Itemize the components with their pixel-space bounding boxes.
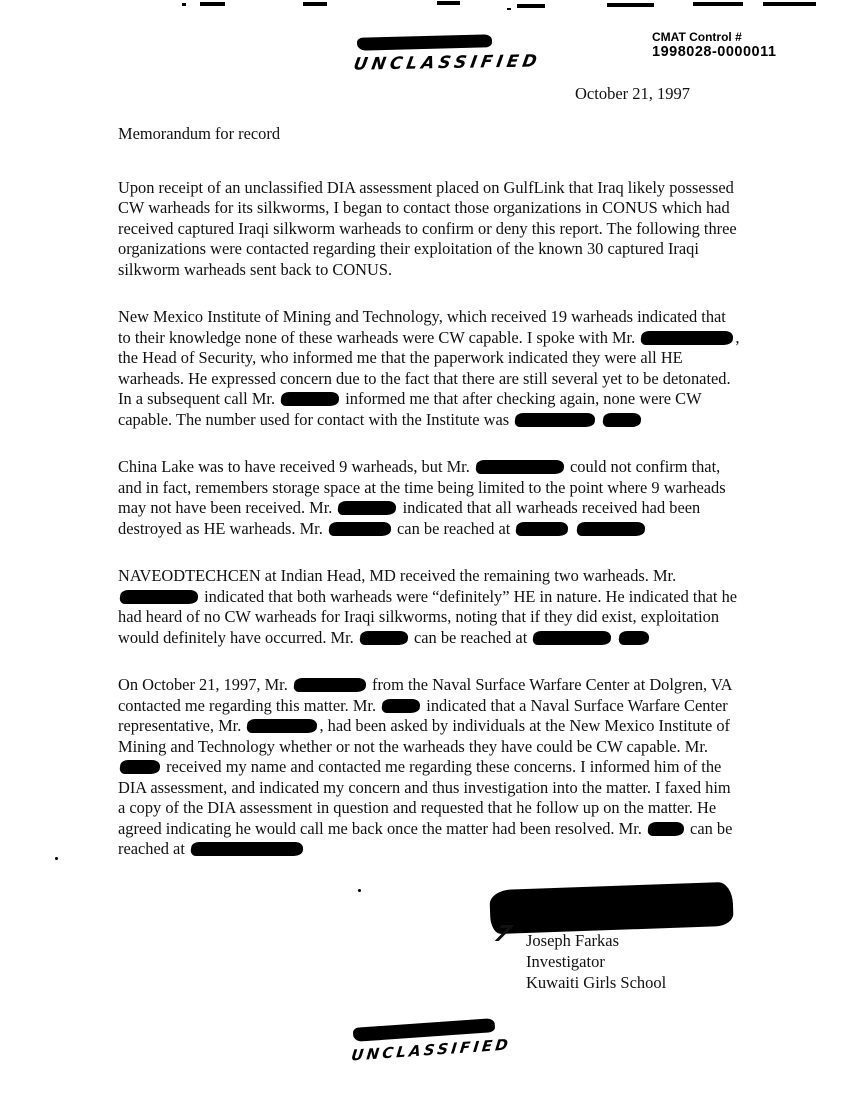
redaction-mark: [576, 522, 646, 536]
memo-paragraphs: [118, 178, 742, 860]
redaction-mark: [190, 842, 304, 856]
redaction-mark: [280, 392, 340, 406]
redacted-signature: [489, 882, 733, 934]
cmat-control-number: 1998028-0000011: [652, 44, 777, 60]
signer-name: Joseph Farkas: [526, 931, 620, 950]
signature-pen-stroke: 7: [490, 922, 515, 947]
memo-paragraph: On October 21, 1997, Mr. from the Naval Surface Warfare Center at Dolgren, VA contacted me regarding this matter. Mr. indicated that a Naval Surface Warfare Center representative, Mr. , had been asked by individuals at the New Mexico Institute of Mining and Technology whether or not the warheads they have could be CW capable. Mr. received my name and contacted me regarding these concerns. I informed him of the DIA assessment, and indicated my concern and thus investigation into the matter. I faxed him a copy of the DIA assessment in question and requested that he follow up on the matter. He agreed indicating he would call me back once the matter had been resolved. Mr. can be reached at: [118, 675, 733, 858]
redaction-mark: [618, 631, 650, 645]
redaction-mark: [515, 522, 569, 536]
memo-paragraph: NAVEODTECHCEN at Indian Head, MD received the remaining two warheads. Mr. indicated that both warheads were “definitely” HE in nature. He indicated that he had heard of no CW warheads for Iraqi silkworms, noting that if they did exist, exploitation would definitely have occurred. Mr. can be reached at: [118, 566, 738, 647]
scan-artifact-dot: [182, 3, 186, 6]
scan-artifact-dash: [200, 2, 225, 6]
memo-date: October 21, 1997: [575, 84, 691, 103]
redaction-mark: [246, 719, 318, 733]
memo-title: Memorandum for record: [118, 124, 281, 143]
scan-artifact-dot: [55, 857, 58, 860]
scan-artifact-dash: [517, 4, 545, 8]
scan-artifact-dot: [507, 8, 511, 10]
redaction-mark: [647, 822, 685, 836]
redaction-mark: [475, 460, 565, 474]
scan-artifact-dot: [358, 889, 361, 892]
signature-block: [526, 930, 666, 993]
redaction-mark: [532, 631, 612, 645]
redaction-mark: [293, 678, 367, 692]
scan-artifact-dash: [437, 1, 460, 5]
cmat-control-label: CMAT Control #: [652, 30, 742, 44]
redaction-mark: [514, 413, 596, 427]
redaction-mark: [119, 760, 161, 774]
signer-organization: Kuwaiti Girls School: [526, 973, 667, 992]
scan-artifact-dash: [763, 2, 816, 6]
redaction-mark: [337, 501, 397, 515]
memo-paragraph: Upon receipt of an unclassified DIA assessment placed on GulfLink that Iraq likely possessed CW warheads for its silkworms, I began to contact those organizations in CONUS which had received captured Iraqi silkworm warheads to confirm or deny this report. The following three organizations were contacted regarding their exploitation of the known 30 captured Iraqi silkworm warheads sent back to CONUS.: [118, 177, 737, 279]
classification-stamp-top: UNCLASSIFIED: [352, 51, 543, 75]
redaction-mark: [119, 590, 199, 604]
scan-artifact-dash: [607, 3, 654, 7]
scan-artifact-dash: [303, 2, 327, 6]
redaction-mark: [640, 331, 734, 345]
memo-paragraph: New Mexico Institute of Mining and Technology, which received 19 warheads indicated that to their knowledge none of these warheads were CW capable. I spoke with Mr. , the Head of Security, who informed me that the paperwork indicated they were all HE warheads. He expressed concern due to the fact that there are still several yet to be detonated. In a subsequent call Mr. informed me that after checking again, none were CW capable. The number used for contact with the Institute was: [118, 307, 740, 429]
redaction-mark: [328, 522, 392, 536]
memo-body: [118, 124, 742, 887]
cmat-control-block: [652, 30, 776, 60]
scan-artifact-dash: [693, 2, 743, 6]
redaction-mark: [381, 699, 421, 713]
redaction-mark: [357, 34, 492, 51]
redaction-mark: [602, 413, 642, 427]
classification-stamp-bottom: UNCLASSIFIED: [350, 1035, 512, 1065]
signer-title: Investigator: [526, 952, 605, 971]
memo-paragraph: China Lake was to have received 9 warheads, but Mr. could not confirm that, and in fact, remembers storage space at the time being limited to the point where 9 warheads may not have been received. Mr. indicated that all warheads received had been destroyed as HE warheads. Mr. can be reached at: [118, 457, 726, 538]
redaction-mark: [359, 631, 409, 645]
